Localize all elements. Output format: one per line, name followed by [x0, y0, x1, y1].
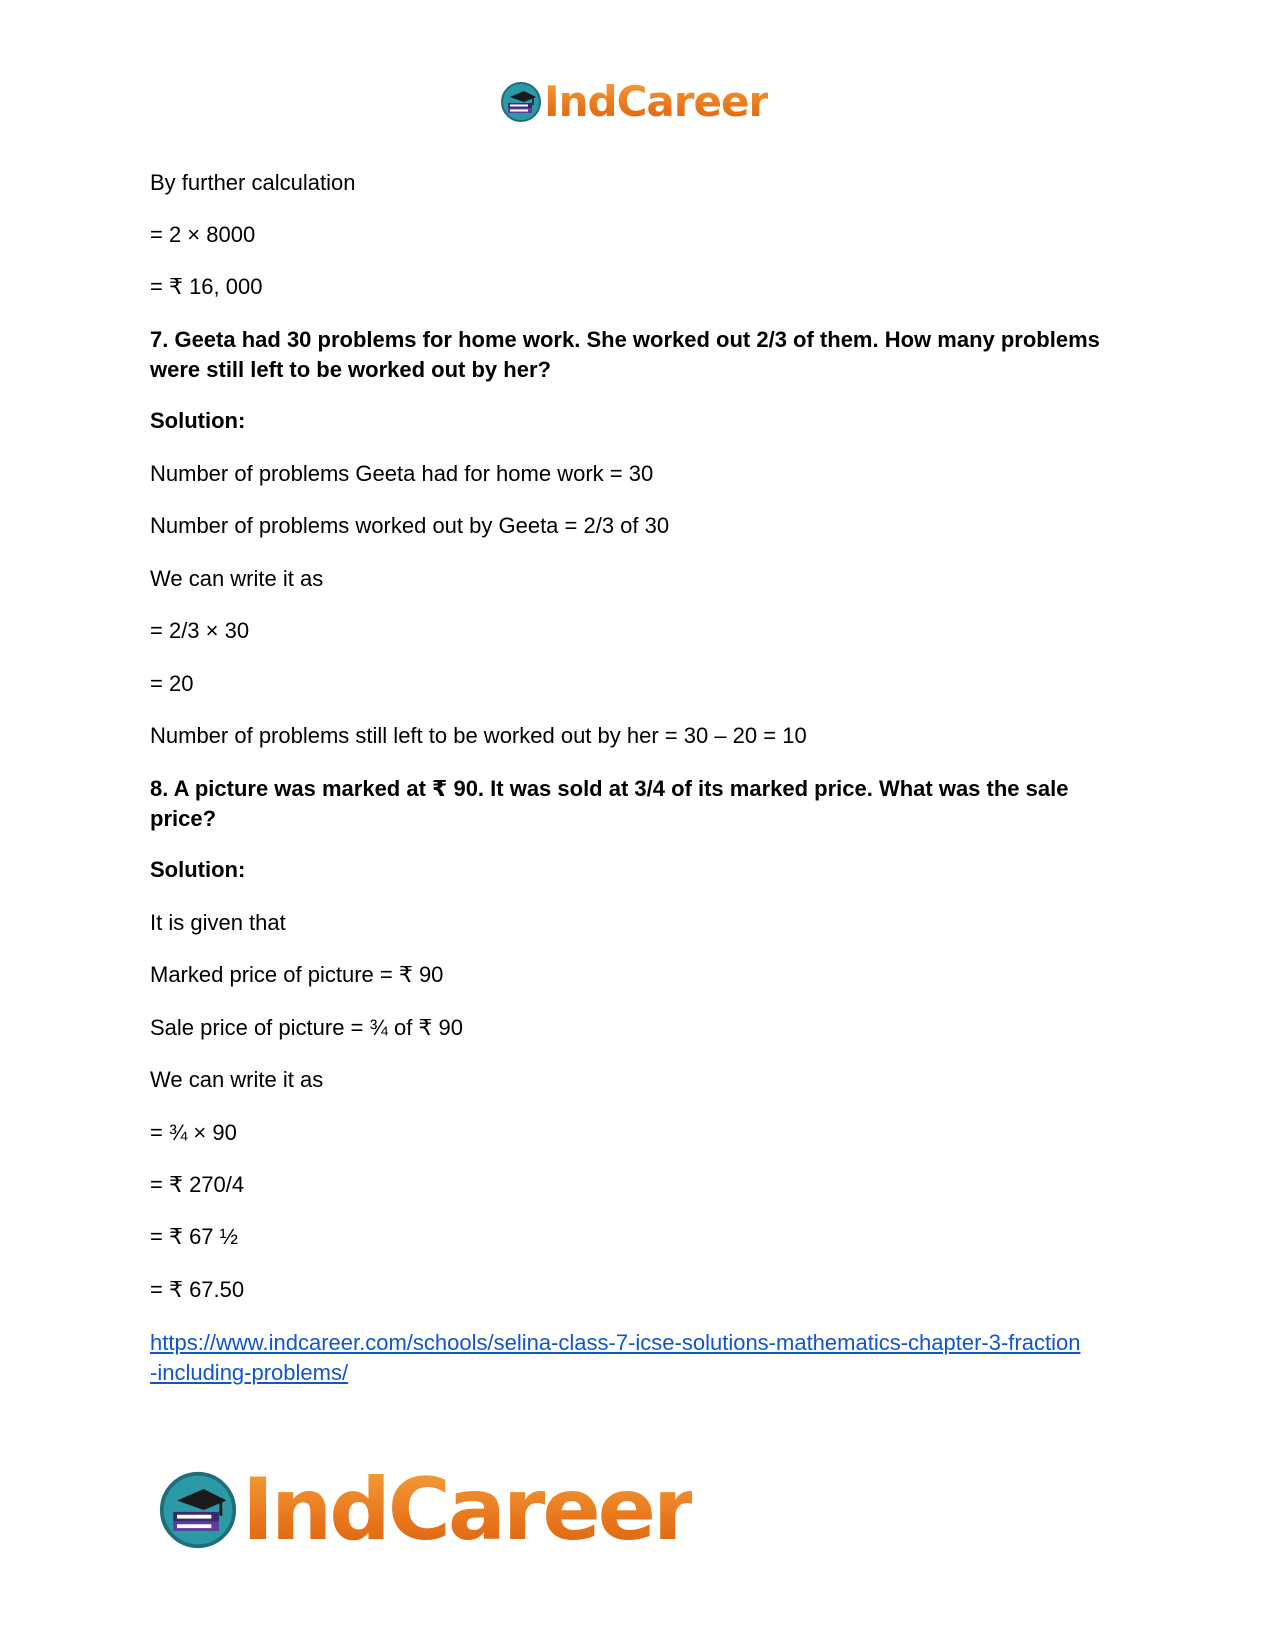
source-link[interactable]	[150, 1328, 1130, 1388]
text-line: Number of problems Geeta had for home work = 30	[150, 461, 654, 486]
text-line: = ₹ 67.50	[150, 1277, 245, 1302]
text-line: = ₹ 67 ½	[150, 1224, 238, 1249]
text-line: Sale price of picture = ¾ of ₹ 90	[150, 1015, 464, 1040]
text-line: = 20	[150, 671, 194, 696]
source-link-line-2: -including-problems/	[150, 1360, 349, 1385]
header-logo-text: IndCareer	[544, 77, 769, 126]
text-line: We can write it as	[150, 1067, 324, 1092]
text-line: We can write it as	[150, 566, 324, 591]
footer-logo-text: IndCareer	[242, 1460, 693, 1560]
text-line: It is given that	[150, 910, 286, 935]
source-link-line-1: https://www.indcareer.com/schools/selina-class-7-icse-solutions-mathematics-chapter-3-fraction	[150, 1330, 1081, 1355]
text-line: Number of problems still left to be worked out by her = 30 – 20 = 10	[150, 723, 807, 748]
text-line: = ¾ × 90	[150, 1120, 237, 1145]
solution-heading: Solution:	[150, 857, 246, 882]
text-line: Number of problems worked out by Geeta = 2/3 of 30	[150, 513, 670, 538]
book-globe-icon	[500, 81, 542, 123]
text-line: By further calculation	[150, 170, 356, 195]
text-line: Marked price of picture = ₹ 90	[150, 962, 444, 987]
text-line: = ₹ 270/4	[150, 1172, 245, 1197]
book-globe-icon	[158, 1470, 238, 1550]
text-line: = 2/3 × 30	[150, 618, 250, 643]
question-8: 8. A picture was marked at ₹ 90. It was sold at 3/4 of its marked price. What was the sale price?	[150, 776, 1069, 831]
text-line: = 2 × 8000	[150, 222, 256, 247]
question-7: 7. Geeta had 30 problems for home work. She worked out 2/3 of them. How many problems were still left to be worked out by her?	[150, 327, 1100, 382]
header-logo	[500, 78, 768, 126]
text-line: = ₹ 16, 000	[150, 274, 263, 299]
solution-heading: Solution:	[150, 408, 246, 433]
footer-logo	[158, 1462, 692, 1558]
